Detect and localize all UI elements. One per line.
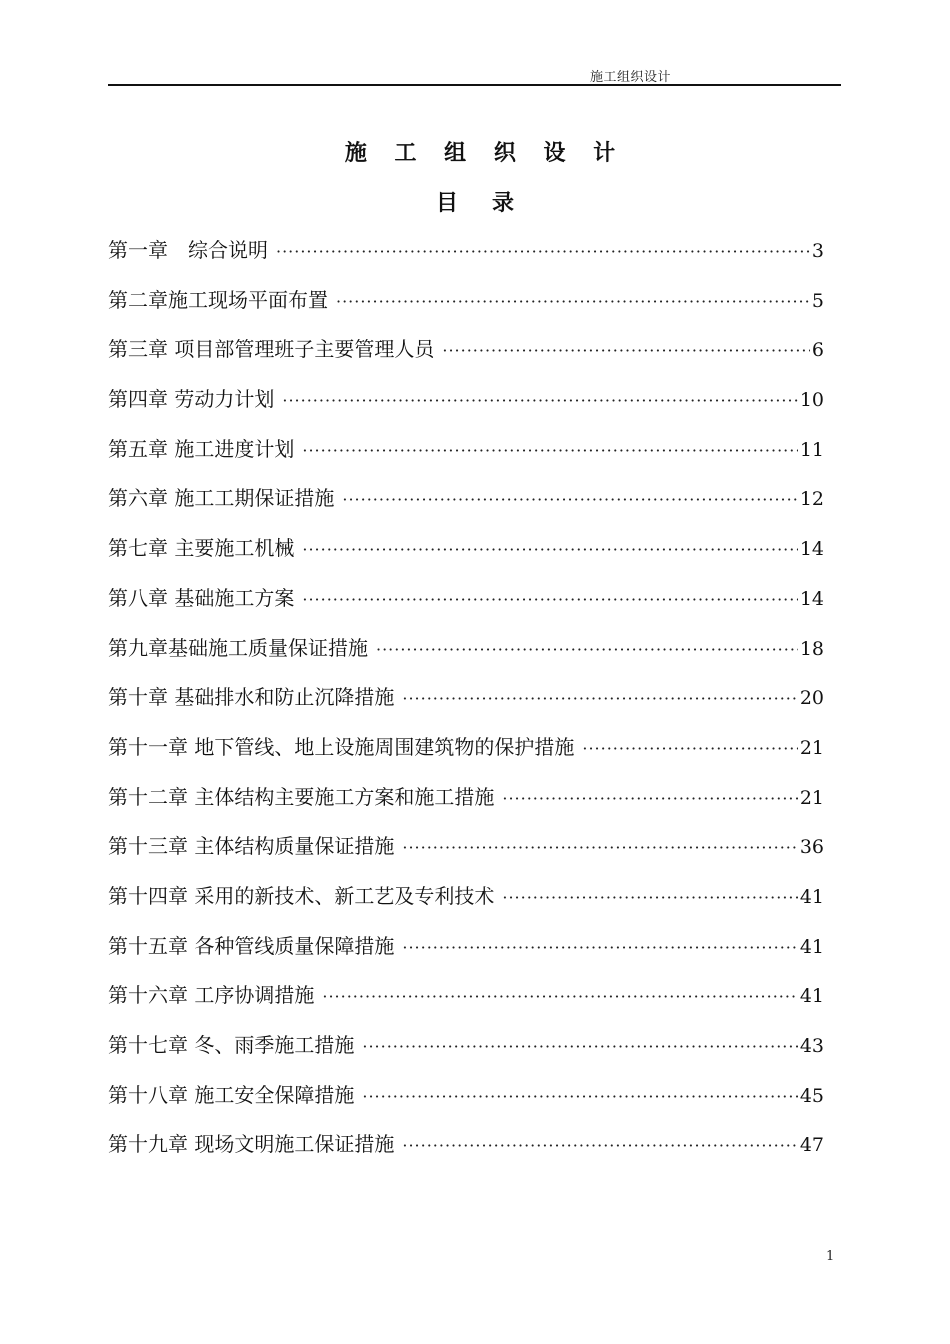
toc-entry-page: 14: [799, 538, 824, 561]
page-number: 1: [826, 1249, 835, 1264]
toc-entry-page: 10: [799, 389, 824, 412]
toc-leader-dots: [362, 1028, 797, 1066]
toc-leader-dots: [582, 730, 797, 768]
toc-leader-dots: [302, 581, 797, 619]
toc-entry-label: 第十九章 现场文明施工保证措施: [108, 1132, 395, 1157]
toc-leader-dots: [302, 531, 797, 569]
toc-entry-label: 第十三章 主体结构质量保证措施: [108, 834, 395, 859]
toc-leader-dots: [322, 978, 797, 1016]
toc-entry-label: 第二章施工现场平面布置: [108, 287, 328, 312]
toc-leader-dots: [302, 432, 797, 470]
toc-entry-label: 第十八章 施工安全保障措施: [108, 1082, 355, 1107]
toc-entry[interactable]: [108, 231, 824, 281]
toc-entry-label: 第十章 基础排水和防止沉降措施: [108, 685, 395, 710]
toc-leader-dots: [362, 1078, 797, 1116]
toc-leader-dots: [402, 829, 797, 867]
toc-entry-page: 21: [799, 736, 824, 759]
toc-entry-label: 第九章基础施工质量保证措施: [108, 635, 368, 660]
toc-leader-dots: [502, 879, 797, 917]
toc-leader-dots: [402, 929, 797, 967]
toc-leader-dots: [442, 332, 810, 370]
toc-entry[interactable]: [108, 1076, 824, 1126]
toc-entry[interactable]: [108, 976, 824, 1026]
toc-heading-right: 录: [492, 190, 515, 216]
toc-entry[interactable]: [108, 629, 824, 679]
toc-entry[interactable]: [108, 1026, 824, 1076]
toc-leader-dots: [276, 233, 810, 271]
toc-entry[interactable]: [108, 479, 824, 529]
toc-heading-left: 目: [435, 190, 458, 216]
toc-entry-label: 第五章 施工进度计划: [108, 436, 295, 461]
toc-entry-label: 第十二章 主体结构主要施工方案和施工措施: [108, 784, 495, 809]
toc-entry-page: 12: [799, 488, 824, 511]
toc-entry[interactable]: [108, 927, 824, 977]
toc-entry-label: 第一章 综合说明: [108, 238, 268, 262]
toc-entry-page: 41: [799, 985, 824, 1008]
toc-entry-page: 5: [811, 289, 824, 312]
toc-leader-dots: [376, 631, 798, 669]
toc-entry[interactable]: [108, 827, 824, 877]
toc-entry-page: 21: [799, 786, 824, 809]
toc-entry-label: 第七章 主要施工机械: [108, 536, 295, 561]
toc-leader-dots: [282, 382, 797, 420]
toc-entry-label: 第十五章 各种管线质量保障措施: [108, 933, 395, 958]
toc-entry[interactable]: [108, 877, 824, 927]
table-of-contents: [108, 231, 824, 1175]
toc-entry-page: 11: [799, 438, 824, 461]
toc-entry[interactable]: [108, 380, 824, 430]
toc-entry[interactable]: [108, 1125, 824, 1175]
running-header: 施工组织设计: [590, 70, 672, 85]
toc-entry-label: 第六章 施工工期保证措施: [108, 486, 335, 511]
toc-entry-page: 43: [799, 1035, 824, 1057]
toc-leader-dots: [342, 481, 797, 519]
toc-entry-label: 第四章 劳动力计划: [108, 387, 275, 412]
toc-entry[interactable]: [108, 678, 824, 728]
toc-entry[interactable]: [108, 330, 824, 380]
toc-leader-dots: [402, 1127, 797, 1165]
toc-leader-dots: [336, 283, 810, 321]
toc-entry-page: 45: [799, 1084, 824, 1107]
toc-entry-label: 第十四章 采用的新技术、新工艺及专利技术: [108, 883, 495, 908]
toc-entry-label: 第十一章 地下管线、地上设施周围建筑物的保护措施: [108, 734, 575, 759]
toc-entry-page: 36: [799, 836, 824, 859]
toc-leader-dots: [402, 680, 797, 718]
toc-entry-label: 第八章 基础施工方案: [108, 585, 295, 610]
toc-entry-page: 20: [799, 687, 824, 710]
toc-entry-page: 6: [811, 339, 824, 362]
toc-entry[interactable]: [108, 430, 824, 480]
toc-entry[interactable]: [108, 579, 824, 629]
toc-entry-page: 3: [811, 240, 824, 262]
toc-entry-page: 41: [799, 885, 824, 908]
toc-entry[interactable]: [108, 529, 824, 579]
toc-entry-page: 41: [799, 935, 824, 958]
toc-entry-label: 第十七章 冬、雨季施工措施: [108, 1033, 355, 1057]
toc-entry-page: 18: [799, 637, 824, 660]
document-title: 施 工 组 织 设 计: [344, 140, 626, 166]
header-divider: [108, 84, 841, 86]
toc-entry-page: 14: [799, 587, 824, 610]
toc-entry-page: 47: [799, 1134, 824, 1157]
toc-entry[interactable]: [108, 728, 824, 778]
toc-entry-label: 第十六章 工序协调措施: [108, 983, 315, 1008]
toc-entry[interactable]: [108, 778, 824, 828]
toc-heading: [0, 186, 950, 217]
toc-entry[interactable]: [108, 281, 824, 331]
toc-leader-dots: [502, 780, 797, 818]
toc-entry-label: 第三章 项目部管理班子主要管理人员: [108, 337, 435, 362]
